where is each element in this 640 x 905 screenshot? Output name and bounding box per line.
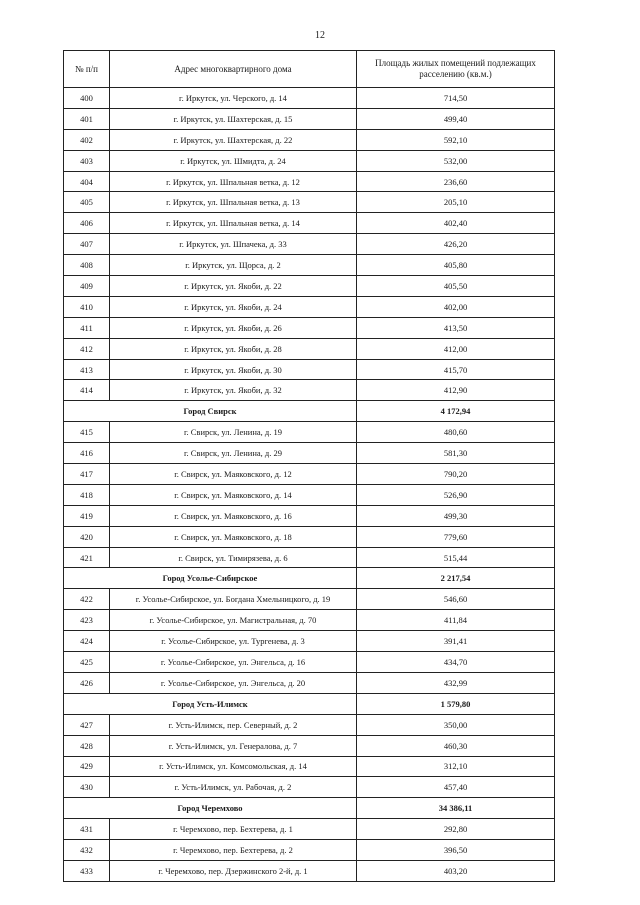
city-group-total: 1 579,80	[357, 693, 555, 714]
row-address: г. Усть-Илимск, ул. Рабочая, д. 2	[110, 777, 357, 798]
row-address: г. Свирск, ул. Маяковского, д. 18	[110, 526, 357, 547]
row-area: 457,40	[357, 777, 555, 798]
row-address: г. Иркутск, ул. Шпальная ветка, д. 13	[110, 192, 357, 213]
row-address: г. Иркутск, ул. Якоби, д. 32	[110, 380, 357, 401]
row-address: г. Свирск, ул. Ленина, д. 19	[110, 422, 357, 443]
row-area: 546,60	[357, 589, 555, 610]
row-area: 714,50	[357, 88, 555, 109]
row-number: 423	[64, 610, 110, 631]
row-area: 499,40	[357, 108, 555, 129]
row-address: г. Иркутск, ул. Щорса, д. 2	[110, 255, 357, 276]
city-group-row	[64, 798, 555, 819]
row-area: 402,00	[357, 296, 555, 317]
city-group-total: 4 172,94	[357, 401, 555, 422]
table-row	[64, 443, 555, 464]
row-number: 431	[64, 819, 110, 840]
row-address: г. Свирск, ул. Маяковского, д. 14	[110, 484, 357, 505]
table-row	[64, 547, 555, 568]
row-number: 412	[64, 338, 110, 359]
row-area: 292,80	[357, 819, 555, 840]
row-number: 424	[64, 631, 110, 652]
table-row	[64, 526, 555, 547]
table-row	[64, 108, 555, 129]
table-row	[64, 255, 555, 276]
row-number: 425	[64, 652, 110, 673]
row-area: 432,99	[357, 672, 555, 693]
row-address: г. Усть-Илимск, пер. Северный, д. 2	[110, 714, 357, 735]
row-address: г. Иркутск, ул. Якоби, д. 26	[110, 317, 357, 338]
table-header-row	[64, 51, 555, 88]
row-address: г. Свирск, ул. Ленина, д. 29	[110, 443, 357, 464]
table-row	[64, 840, 555, 861]
row-address: г. Черемхово, пер. Дзержинского 2-й, д. 1	[110, 860, 357, 881]
row-address: г. Свирск, ул. Тимирязева, д. 6	[110, 547, 357, 568]
row-area: 236,60	[357, 171, 555, 192]
table-row	[64, 150, 555, 171]
row-number: 426	[64, 672, 110, 693]
table-row	[64, 422, 555, 443]
row-address: г. Иркутск, ул. Якоби, д. 24	[110, 296, 357, 317]
row-address: г. Усть-Илимск, ул. Комсомольская, д. 14	[110, 756, 357, 777]
row-address: г. Свирск, ул. Маяковского, д. 16	[110, 505, 357, 526]
table-row	[64, 380, 555, 401]
row-area: 426,20	[357, 234, 555, 255]
row-address: г. Иркутск, ул. Шахтерская, д. 22	[110, 129, 357, 150]
row-number: 433	[64, 860, 110, 881]
row-number: 409	[64, 276, 110, 297]
row-number: 405	[64, 192, 110, 213]
row-number: 415	[64, 422, 110, 443]
row-area: 205,10	[357, 192, 555, 213]
row-number: 416	[64, 443, 110, 464]
table-row	[64, 860, 555, 881]
row-number: 402	[64, 129, 110, 150]
city-group-name: Город Черемхово	[64, 798, 357, 819]
row-address: г. Иркутск, ул. Якоби, д. 28	[110, 338, 357, 359]
table-row	[64, 505, 555, 526]
table-row	[64, 610, 555, 631]
row-address: г. Иркутск, ул. Черского, д. 14	[110, 88, 357, 109]
row-area: 480,60	[357, 422, 555, 443]
city-group-total: 34 386,11	[357, 798, 555, 819]
table-row	[64, 192, 555, 213]
row-number: 401	[64, 108, 110, 129]
city-group-name: Город Усть-Илимск	[64, 693, 357, 714]
header-number: № п/п	[64, 51, 110, 88]
table-row	[64, 276, 555, 297]
table-row	[64, 338, 555, 359]
row-number: 420	[64, 526, 110, 547]
table-row	[64, 631, 555, 652]
row-area: 460,30	[357, 735, 555, 756]
row-number: 414	[64, 380, 110, 401]
row-area: 581,30	[357, 443, 555, 464]
row-number: 430	[64, 777, 110, 798]
row-number: 417	[64, 464, 110, 485]
table-row	[64, 819, 555, 840]
table-row	[64, 672, 555, 693]
row-number: 427	[64, 714, 110, 735]
page-number: 12	[315, 30, 325, 41]
row-address: г. Усолье-Сибирское, ул. Энгельса, д. 16	[110, 652, 357, 673]
row-address: г. Усть-Илимск, ул. Генералова, д. 7	[110, 735, 357, 756]
table-row	[64, 756, 555, 777]
row-address: г. Черемхово, пер. Бехтерева, д. 1	[110, 819, 357, 840]
row-address: г. Усолье-Сибирское, ул. Тургенева, д. 3	[110, 631, 357, 652]
city-group-row	[64, 693, 555, 714]
header-area: Площадь жилых помещений подлежащих расселению (кв.м.)	[357, 51, 555, 88]
city-group-row	[64, 568, 555, 589]
row-number: 422	[64, 589, 110, 610]
row-address: г. Свирск, ул. Маяковского, д. 12	[110, 464, 357, 485]
row-area: 396,50	[357, 840, 555, 861]
housing-registry-table	[63, 50, 555, 882]
row-number: 419	[64, 505, 110, 526]
table-row	[64, 317, 555, 338]
table-body	[64, 88, 555, 882]
table-row	[64, 171, 555, 192]
row-number: 432	[64, 840, 110, 861]
row-number: 418	[64, 484, 110, 505]
row-area: 526,90	[357, 484, 555, 505]
row-area: 411,84	[357, 610, 555, 631]
table-row	[64, 484, 555, 505]
row-number: 404	[64, 171, 110, 192]
row-address: г. Иркутск, ул. Шахтерская, д. 15	[110, 108, 357, 129]
row-area: 499,30	[357, 505, 555, 526]
table-row	[64, 464, 555, 485]
table-row	[64, 735, 555, 756]
row-number: 411	[64, 317, 110, 338]
row-address: г. Иркутск, ул. Шмидта, д. 24	[110, 150, 357, 171]
row-number: 421	[64, 547, 110, 568]
row-area: 403,20	[357, 860, 555, 881]
row-area: 412,90	[357, 380, 555, 401]
row-address: г. Иркутск, ул. Шпальная ветка, д. 14	[110, 213, 357, 234]
city-group-name: Город Усолье-Сибирское	[64, 568, 357, 589]
row-area: 413,50	[357, 317, 555, 338]
row-area: 412,00	[357, 338, 555, 359]
row-number: 429	[64, 756, 110, 777]
table-row	[64, 234, 555, 255]
header-address: Адрес многоквартирного дома	[110, 51, 357, 88]
row-number: 403	[64, 150, 110, 171]
row-address: г. Черемхово, пер. Бехтерева, д. 2	[110, 840, 357, 861]
row-address: г. Иркутск, ул. Якоби, д. 30	[110, 359, 357, 380]
row-address: г. Иркутск, ул. Якоби, д. 22	[110, 276, 357, 297]
row-number: 408	[64, 255, 110, 276]
city-group-row	[64, 401, 555, 422]
row-number: 406	[64, 213, 110, 234]
row-address: г. Иркутск, ул. Шпальная ветка, д. 12	[110, 171, 357, 192]
row-number: 410	[64, 296, 110, 317]
row-area: 415,70	[357, 359, 555, 380]
row-area: 312,10	[357, 756, 555, 777]
row-area: 779,60	[357, 526, 555, 547]
row-number: 407	[64, 234, 110, 255]
table-row	[64, 129, 555, 150]
city-group-total: 2 217,54	[357, 568, 555, 589]
row-number: 413	[64, 359, 110, 380]
row-area: 532,00	[357, 150, 555, 171]
table-row	[64, 296, 555, 317]
table-row	[64, 652, 555, 673]
table-row	[64, 359, 555, 380]
table-row	[64, 777, 555, 798]
row-address: г. Усолье-Сибирское, ул. Богдана Хмельницкого, д. 19	[110, 589, 357, 610]
row-address: г. Усолье-Сибирское, ул. Магистральная, д. 70	[110, 610, 357, 631]
row-area: 434,70	[357, 652, 555, 673]
row-area: 592,10	[357, 129, 555, 150]
row-number: 428	[64, 735, 110, 756]
row-area: 405,80	[357, 255, 555, 276]
row-number: 400	[64, 88, 110, 109]
row-area: 790,20	[357, 464, 555, 485]
row-area: 515,44	[357, 547, 555, 568]
row-area: 405,50	[357, 276, 555, 297]
row-address: г. Иркутск, ул. Шпачека, д. 33	[110, 234, 357, 255]
table-row	[64, 589, 555, 610]
city-group-name: Город Свирск	[64, 401, 357, 422]
row-area: 391,41	[357, 631, 555, 652]
row-area: 402,40	[357, 213, 555, 234]
row-area: 350,00	[357, 714, 555, 735]
table-row	[64, 88, 555, 109]
table-row	[64, 213, 555, 234]
table-row	[64, 714, 555, 735]
row-address: г. Усолье-Сибирское, ул. Энгельса, д. 20	[110, 672, 357, 693]
